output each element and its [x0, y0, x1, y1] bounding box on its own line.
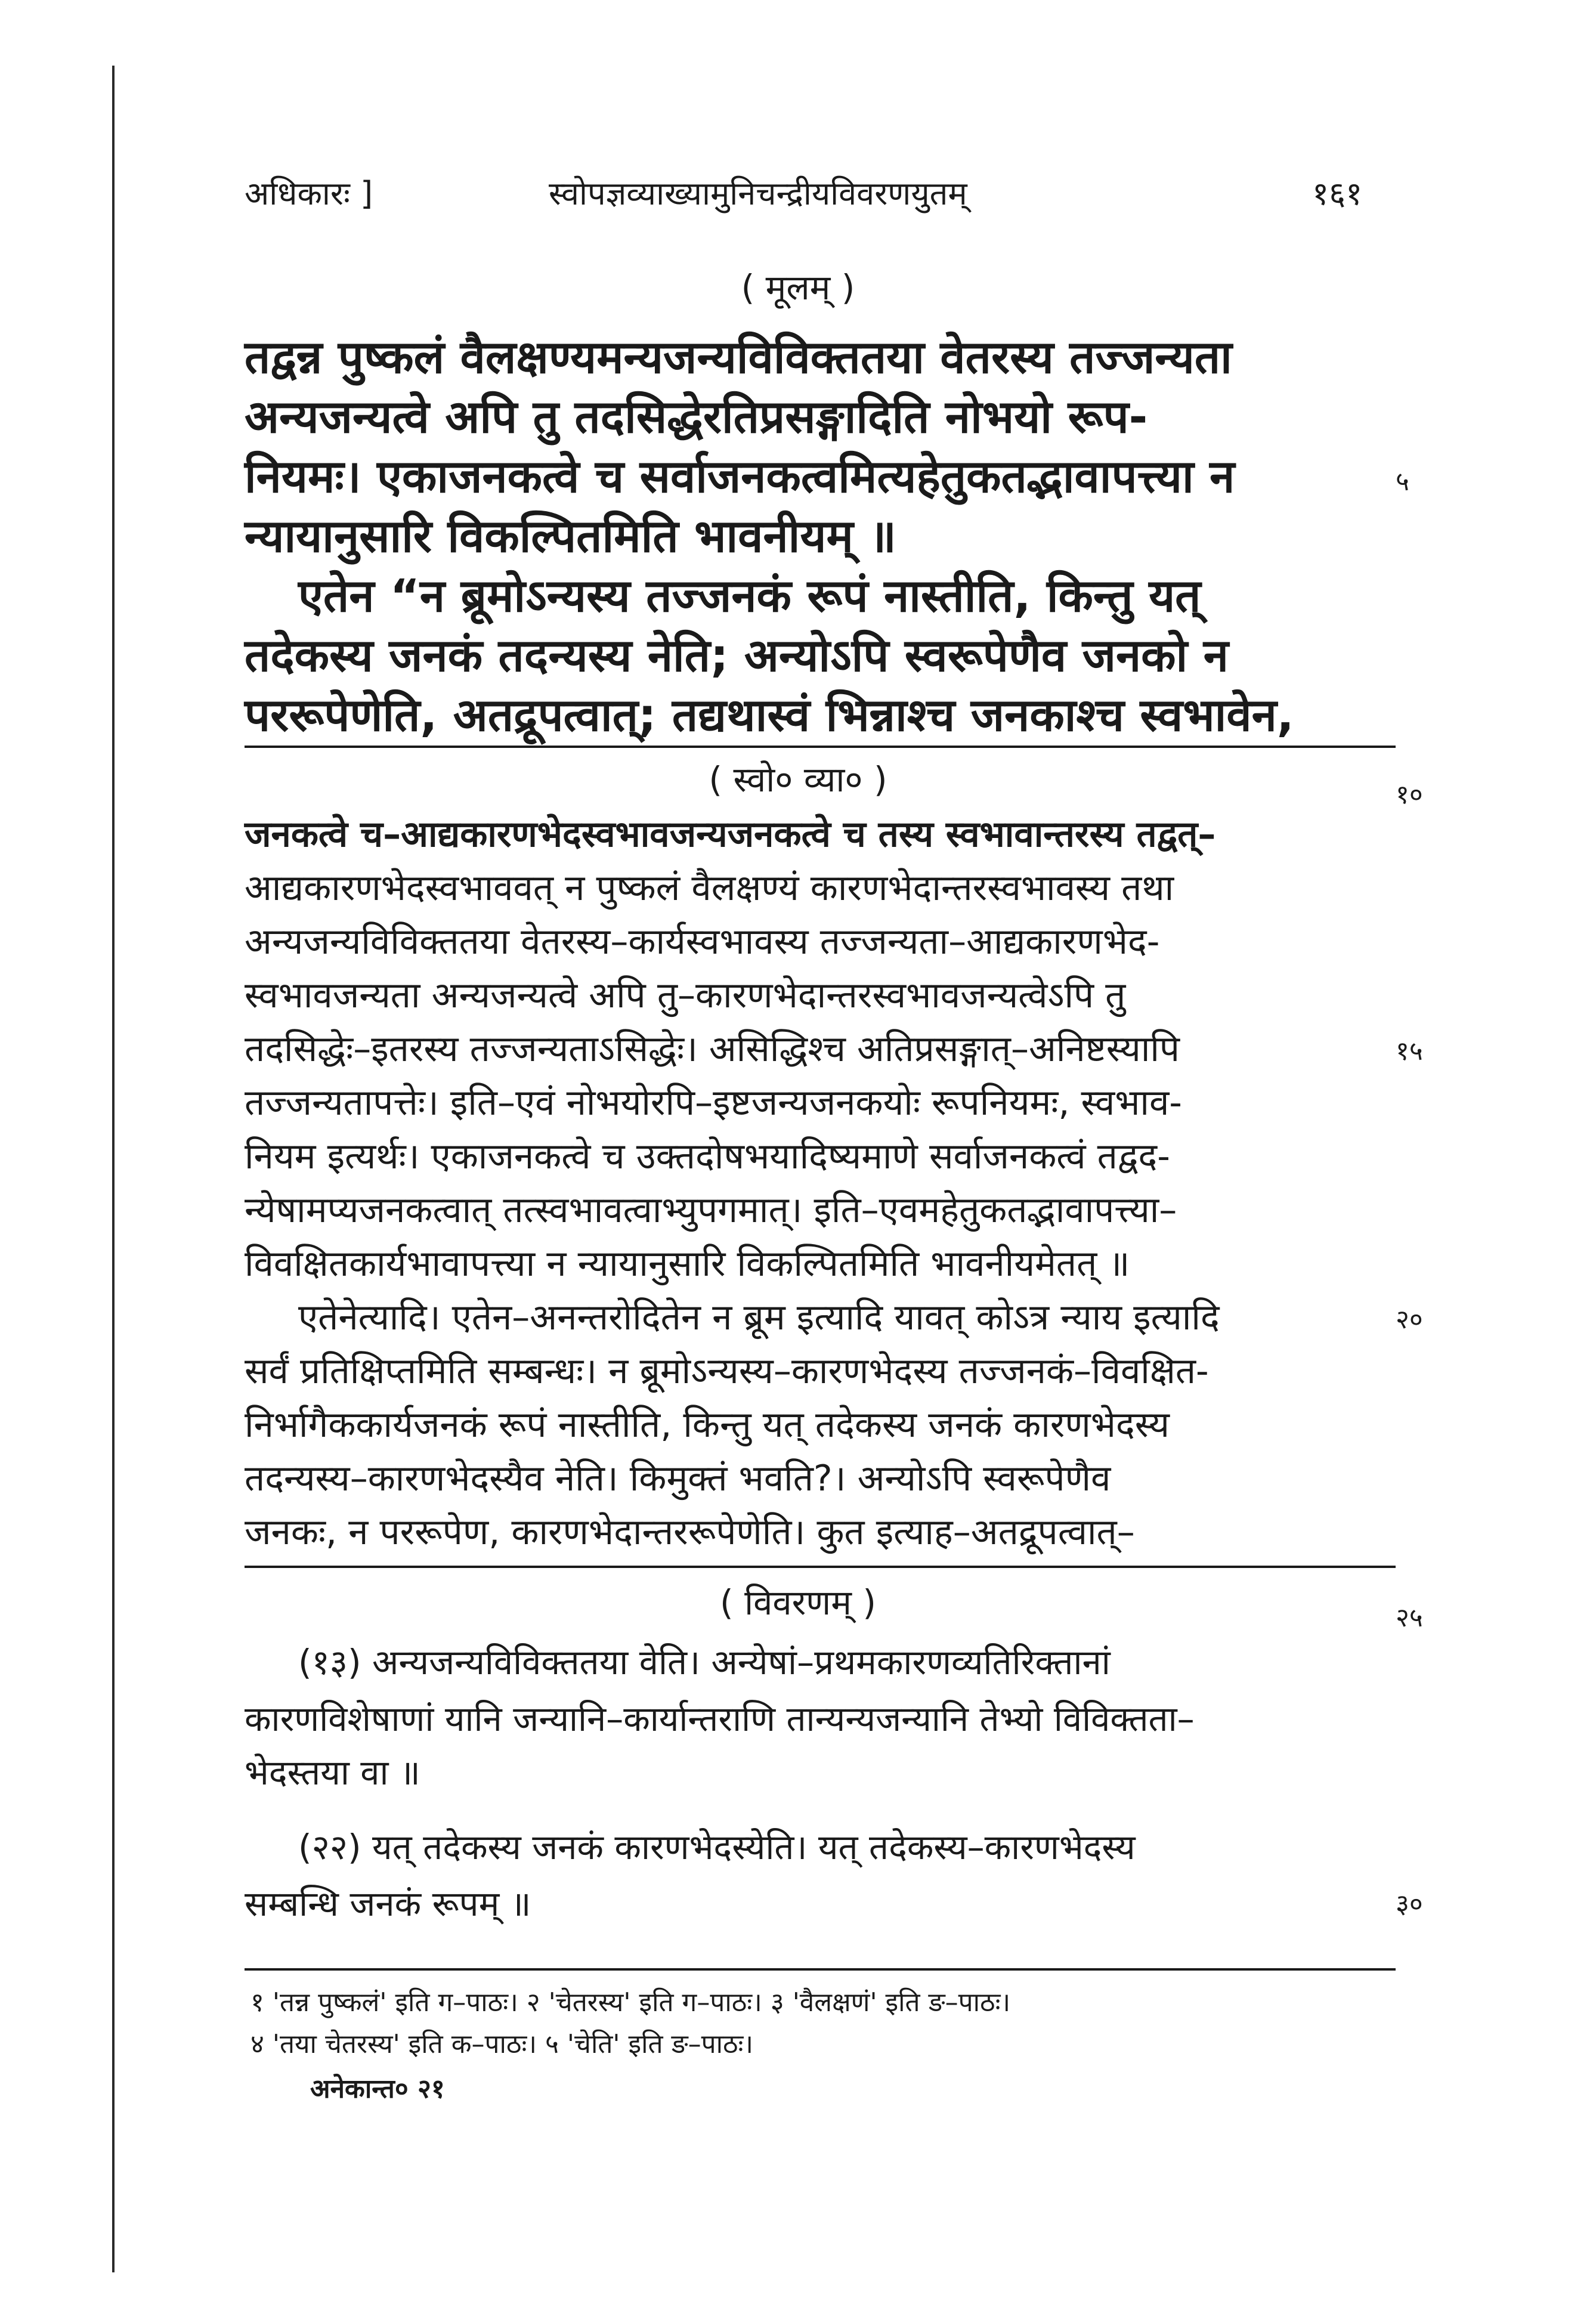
mula-line: एतेन “न ब्रूमोऽन्यस्य तज्जनकं रूपं नास्तीति, किन्तु यत्: [298, 569, 1201, 622]
mula-line: तदेकस्य जनकं तदन्यस्य नेति; अन्योऽपि स्वरूपेणैव जनको न: [245, 629, 1229, 682]
section-divider: [245, 1566, 1396, 1568]
vyakhya-line: जनकः, न पररूपेण, कारणभेदान्तररूपेणेति। कुत इत्याह–अतद्रूपत्वात्–: [245, 1511, 1135, 1553]
vyakhya-line: आद्यकारणभेदस्वभाववत् न पुष्कलं वैलक्षण्यं कारणभेदान्तरस्वभावस्य तथा: [245, 867, 1174, 909]
mula-line: नियमः। एकाजनकत्वे च सर्वाजनकत्वमित्यहेतुकतद्भावापत्त्या न: [245, 450, 1235, 503]
vyakhya-line: नियम इत्यर्थः। एकाजनकत्वे च उक्तदोषभयादिष्यमाणे सर्वाजनकत्वं तद्वद-: [245, 1136, 1170, 1177]
vyakhya-line: सर्वं प्रतिक्षिप्तमिति सम्बन्धः। न ब्रूमोऽन्यस्य–कारणभेदस्य तज्जनकं–विवक्षित-: [245, 1350, 1209, 1392]
mula-heading: ( मूलम् ): [741, 267, 855, 308]
line-number: ५: [1396, 466, 1409, 497]
vyakhya-heading: ( स्वो० व्या० ): [709, 759, 887, 800]
vyakhya-line: न्येषामप्यजनकत्वात् तत्स्वभावत्वाभ्युपगमात्। इति–एवमहेतुकतद्भावापत्त्या–: [245, 1189, 1177, 1231]
vyakhya-line: एतेनेत्यादि। एतेन–अनन्तरोदितेन न ब्रूम इत्यादि यावत् कोऽत्र न्याय इत्यादि: [298, 1297, 1220, 1338]
vyakhya-line: तदन्यस्य–कारणभेदस्यैव नेति। किमुक्तं भवति?। अन्योऽपि स्वरूपेणैव: [245, 1458, 1111, 1499]
vivarana-line: (१३) अन्यजन्यविविक्ततया वेति। अन्येषां–प्रथमकारणव्यतिरिक्तानां: [298, 1642, 1111, 1683]
vyakhya-line: तज्जन्यतापत्तेः। इति–एवं नोभयोरपि–इष्टजन्यजनकयोः रूपनियमः, स्वभाव-: [245, 1082, 1182, 1124]
line-number: १५: [1396, 1036, 1423, 1066]
vyakhya-line: स्वभावजन्यता अन्यजन्यत्वे अपि तु–कारणभेदान्तरस्वभावजन्यत्वेऽपि तु: [245, 975, 1126, 1016]
vyakhya-line: तदसिद्धेः–इतरस्य तज्जन्यताऽसिद्धेः। असिद्धिश्च अतिप्रसङ्गात्–अनिष्टस्यापि: [245, 1028, 1180, 1070]
left-margin-rule: [112, 66, 115, 2272]
vyakhya-line: विवक्षितकार्यभावापत्त्या न न्यायानुसारि विकल्पितमिति भावनीयमेतत् ॥: [245, 1243, 1130, 1285]
footnote-divider: [245, 1968, 1396, 1971]
vyakhya-line: निर्भागैककार्यजनकं रूपं नास्तीति, किन्तु यत् तदेकस्य जनकं कारणभेदस्य: [245, 1404, 1170, 1446]
signature-mark: अनेकान्त० २१: [310, 2074, 445, 2104]
line-number: १०: [1396, 780, 1423, 810]
vivarana-line: कारणविशेषाणां यानि जन्यानि–कार्यान्तराणि तान्यन्यजन्यानि तेभ्यो विविक्तता–: [245, 1699, 1195, 1739]
line-number: २०: [1396, 1304, 1423, 1335]
vyakhya-line: जनकत्वे च–आद्यकारणभेदस्वभावजन्यजनकत्वे च तस्य स्वभावान्तरस्य तद्वत्–: [245, 814, 1216, 855]
page-number: १६१: [1312, 175, 1363, 212]
vivarana-line: सम्बन्धि जनकं रूपम् ॥: [245, 1884, 531, 1924]
vivarana-line: (२२) यत् तदेकस्य जनकं कारणभेदस्येति। यत् तदेकस्य–कारणभेदस्य: [298, 1827, 1136, 1867]
mula-line: अन्यजन्यत्वे अपि तु तदसिद्धेरतिप्रसङ्गादिति नोभयो रूप-: [245, 390, 1148, 443]
section-divider: [245, 746, 1396, 748]
mula-line: पररूपेणेति, अतद्रूपत्वात्; तद्यथास्वं भिन्नाश्च जनकाश्च स्वभावेन,: [245, 688, 1294, 741]
vivarana-heading: ( विवरणम् ): [720, 1582, 876, 1623]
line-number: २५: [1396, 1603, 1423, 1633]
header-chapter: अधिकारः ]: [245, 175, 373, 212]
footnote-line: १ 'तन्न पुष्कलं' इति ग–पाठः। २ 'चेतरस्य' इति ग–पाठः। ३ 'वैलक्षणं' इति ङ–पाठः।: [250, 1987, 1011, 2018]
mula-line: तद्वन्न पुष्कलं वैलक्षण्यमन्यजन्यविविक्ततया वेतरस्य तज्जन्यता: [245, 330, 1232, 384]
vyakhya-line: अन्यजन्यविविक्ततया वेतरस्य–कार्यस्वभावस्य तज्जन्यता–आद्यकारणभेद-: [245, 921, 1160, 963]
line-number: ३०: [1396, 1889, 1423, 1919]
header-title: स्वोपज्ञव्याख्यामुनिचन्द्रीयविवरणयुतम्: [549, 175, 967, 212]
vivarana-line: भेदस्तया वा ॥: [245, 1752, 420, 1793]
footnote-line: ४ 'तया चेतरस्य' इति क–पाठः। ५ 'चेति' इति ङ–पाठः।: [250, 2029, 754, 2059]
mula-line: न्यायानुसारि विकल्पितमिति भावनीयम् ॥: [245, 509, 896, 562]
